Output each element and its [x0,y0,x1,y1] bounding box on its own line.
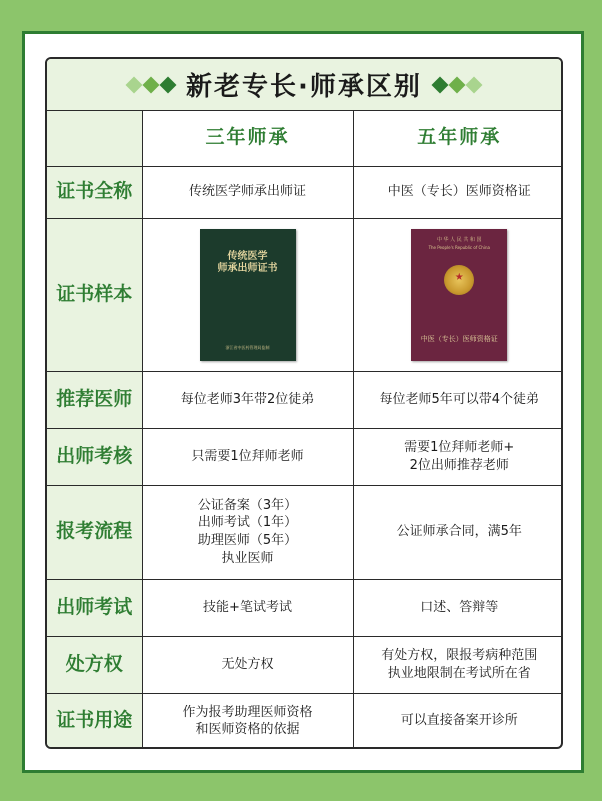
cell-text: 助理医师（5年） [197,533,298,548]
cell-right [353,636,563,693]
cell-text: 和医师资格的依据 [195,722,300,738]
column-header-five-year: 五年师承 [353,111,563,166]
row-label: 证书样本 [47,218,142,371]
column-header-three-year: 三年师承 [142,111,353,166]
cell-right [353,371,563,428]
table-row [47,485,563,579]
cell-text: 2位出师推荐老师 [409,457,509,473]
diamond-icon [431,76,448,93]
certificate-title-line: 师承出师证书 [217,263,278,274]
cell-right [353,693,563,749]
cell-text: 口述、答辩等 [420,599,499,615]
title-bar [47,59,561,111]
table-row [47,218,563,371]
table-row [47,693,563,749]
cell-left [142,371,353,428]
row-label: 处方权 [47,636,142,693]
row-label: 出师考核 [47,428,142,485]
row-label: 证书全称 [47,166,142,218]
table-row [47,371,563,428]
cell-text: 出师考试（1年） [197,515,298,531]
cell-text: 公证备案（3年） [197,497,298,513]
cell-text: 有处方权，限报考病种范围 [381,647,538,663]
cell-text: 技能+笔试考试 [203,599,292,615]
comparison-card [45,57,563,749]
cell-text: 作为报考助理医师资格 [182,704,313,720]
diamond-icon [465,76,482,93]
cell-left [142,218,353,371]
certificate-sample-purple [411,229,507,361]
cell-text: 执业医师 [221,550,274,566]
certificate-sample-green [200,229,296,361]
row-label: 证书用途 [47,693,142,749]
cell-text: 每位老师5年可以带4个徒弟 [379,391,540,407]
cell-text: 公证师承合同，满5年 [396,524,522,540]
row-label: 出师考试 [47,579,142,636]
table-row [47,166,563,218]
certificate-title-line: 传统医学 [227,250,268,262]
diamond-icon [126,76,143,93]
row-label: 推荐医师 [47,371,142,428]
cell-text: 每位老师3年带2位徒弟 [180,391,315,407]
header-row [47,111,563,166]
table-row [47,636,563,693]
cell-left [142,636,353,693]
certificate-country: 中 华 人 民 共 和 国 [436,236,482,243]
cell-right [353,579,563,636]
cell-text: 只需要1位拜师老师 [191,448,304,464]
cell-text: 中医（专长）医师资格证 [387,184,531,200]
comparison-table [47,111,563,749]
diamond-icon [143,76,160,93]
right-diamonds [434,79,480,91]
page-title: 新老专长·师承区别 [186,72,422,102]
cell-left [142,428,353,485]
certificate-issuer: 浙江省中医药管理局监制 [225,345,270,351]
diamond-icon [160,76,177,93]
cell-right [353,166,563,218]
cell-text: 传统医学师承出师证 [188,184,306,200]
diamond-icon [448,76,465,93]
cell-text: 执业地限制在考试所在省 [387,665,531,681]
cell-text: 需要1位拜师老师+ [404,439,515,455]
left-diamonds [128,79,174,91]
cell-right [353,428,563,485]
corner-cell [47,111,142,166]
outer-frame [22,31,584,773]
certificate-name: 中医（专长）医师资格证 [420,335,498,344]
row-label: 报考流程 [47,485,142,579]
cell-right [353,218,563,371]
certificate-country-en: The People's Republic of China [428,245,490,251]
cell-left [142,485,353,579]
cell-left [142,166,353,218]
table-row [47,428,563,485]
table-row [47,579,563,636]
cell-text: 可以直接备案开诊所 [400,713,518,729]
cell-left [142,693,353,749]
cell-left [142,579,353,636]
cell-text: 无处方权 [221,656,274,672]
cell-right [353,485,563,579]
national-emblem-icon [444,265,474,295]
